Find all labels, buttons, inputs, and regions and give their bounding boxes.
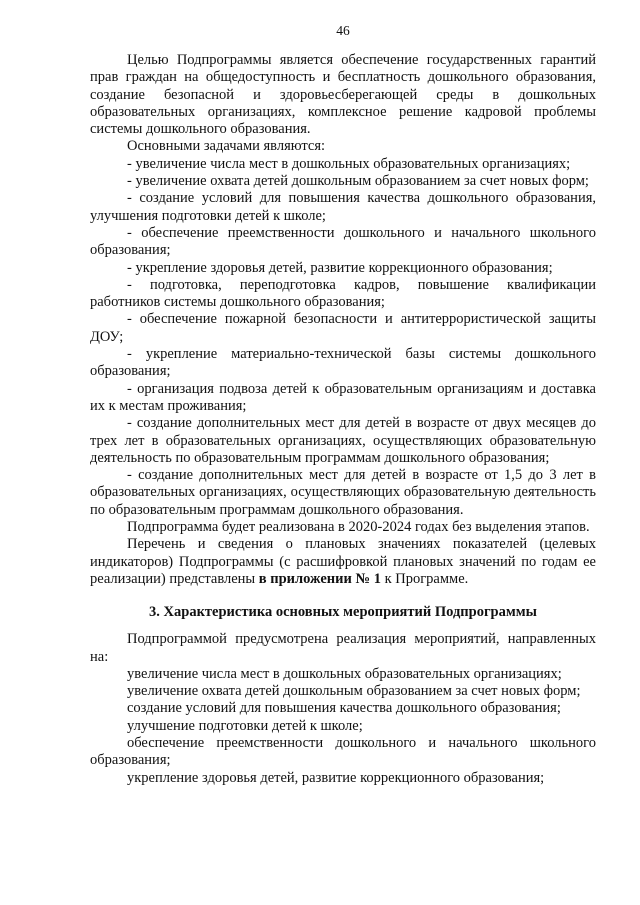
task-item: - создание условий для повышения качества дошкольного образования, улучшения подготовки детей к школе; — [90, 190, 596, 224]
task-item: - укрепление здоровья детей, развитие коррекционного образования; — [127, 259, 553, 276]
indicators-text-after: к Программе. — [380, 570, 469, 587]
section-intro: Подпрограммой предусмотрена реализация мероприятий, направленных на: — [90, 631, 596, 665]
measure-item: улучшение подготовки детей к школе; — [127, 717, 363, 734]
goal-paragraph: Целью Подпрограммы является обеспечение государственных гарантий прав граждан на общедоступность и бесплатность дошкольного образования, создание безопасной и здоровьесберегающей среды в дошкольных образовательных организациях, комплексное решение кадровой проблемы системы дошкольного образования. — [90, 52, 596, 138]
page-content — [90, 52, 596, 787]
section-heading: 3. Характеристика основных мероприятий Подпрограммы — [149, 604, 537, 621]
task-item: - увеличение охвата детей дошкольным образованием за счет новых форм; — [127, 173, 589, 190]
indicators-paragraph — [90, 536, 596, 588]
appendix-reference: в приложении № 1 — [258, 570, 381, 587]
measure-item: создание условий для повышения качества дошкольного образования; — [127, 700, 561, 717]
measure-item: увеличение числа мест в дошкольных образовательных организациях; — [127, 665, 562, 682]
tasks-heading: Основными задачами являются: — [127, 138, 326, 155]
task-item: - подготовка, переподготовка кадров, повышение квалификации работников системы дошкольного образования; — [90, 276, 596, 311]
task-item: - создание дополнительных мест для детей в возрасте от двух месяцев до трех лет в образовательных организациях, осуществляющих образовательную деятельность по образовательным программам дошкольного образования; — [90, 415, 596, 466]
measure-item: увеличение охвата детей дошкольным образованием за счет новых форм; — [127, 683, 581, 700]
task-item: - создание дополнительных мест для детей в возрасте от 1,5 до 3 лет в образовательных организациях, осуществляющих образовательную деятельность по образовательным программам дошкольного образования. — [90, 467, 596, 518]
indicators-text-before: Перечень и сведения о плановых значениях показателей (целевых индикаторов) Подпрограммы (с расшифровкой плановых значений по годам ее реализации) представлены — [90, 536, 596, 587]
measure-item: укрепление здоровья детей, развитие коррекционного образования; — [127, 769, 545, 786]
task-item: - увеличение числа мест в дошкольных образовательных организациях; — [127, 155, 571, 172]
implementation-paragraph: Подпрограмма будет реализована в 2020-2024 годах без выделения этапов. — [127, 519, 590, 536]
task-item: - укрепление материально-технической базы системы дошкольного образования; — [90, 346, 596, 380]
task-item: - обеспечение преемственности дошкольного и начального школьного образования; — [90, 224, 596, 259]
page-number: 46 — [336, 23, 350, 38]
task-item: - организация подвоза детей к образовательным организациям и доставка их к местам проживания; — [90, 380, 596, 414]
measure-item: обеспечение преемственности дошкольного и начального школьного образования; — [90, 734, 596, 769]
task-item: - обеспечение пожарной безопасности и антитеррористической защиты ДОУ; — [90, 311, 596, 345]
